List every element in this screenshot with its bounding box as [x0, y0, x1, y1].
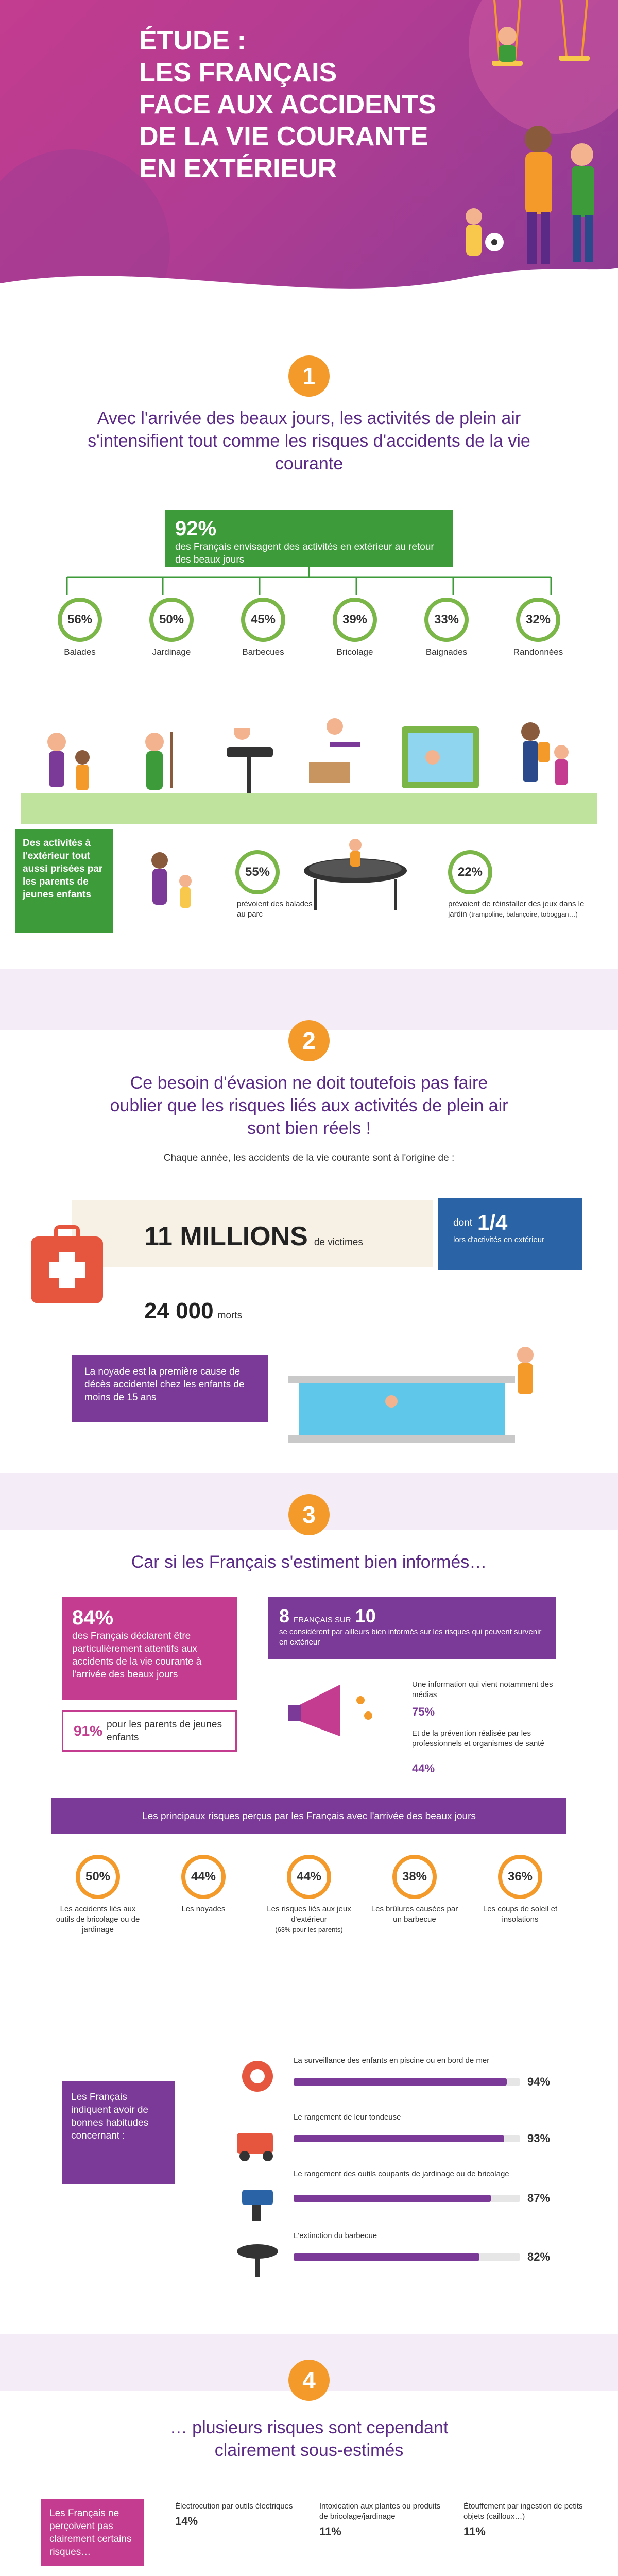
habit-pct: 94% — [527, 2075, 551, 2088]
habit-pct: 82% — [527, 2250, 551, 2263]
pool-illustration — [288, 1340, 577, 1453]
risk-stat — [368, 1855, 461, 1935]
pct-circle: 44% — [181, 1855, 226, 1899]
prevention-text: Et de la prévention réalisée par les professionnels et organismes de santé — [412, 1729, 544, 1748]
underestimated-risks — [175, 2501, 587, 2538]
section-title: Ce besoin d'évasion ne doit toutefois pas faire oublier que les risques liés aux activités de plein air sont bien réels ! — [110, 1073, 508, 1138]
underestimated-risk — [464, 2501, 587, 2538]
risk-label: Électrocution par outils électriques — [175, 2502, 293, 2511]
pct-circle: 56% — [58, 598, 102, 642]
hero-title-line: DE LA VIE COURANTE — [139, 122, 428, 151]
pct-circle: 38% — [392, 1855, 437, 1899]
habit-label: La surveillance des enfants en piscine ou en bord de mer — [294, 2056, 490, 2065]
attentive-pct: 84% — [72, 1606, 114, 1629]
hero-title-line: FACE AUX ACCIDENTS — [139, 90, 436, 120]
headline-text: des Français envisagent des activités en extérieur au retour des beaux jours — [175, 541, 434, 565]
pct-circle: 45% — [241, 598, 285, 642]
activity-stat — [316, 598, 393, 659]
quarter-label: lors d'activités en extérieur — [453, 1235, 545, 1244]
drowning-box — [72, 1355, 268, 1422]
underestimated-risk — [319, 2501, 443, 2538]
habit-label: L'extinction du barbecue — [294, 2231, 377, 2240]
parents-attentive-pct: 91% — [74, 1723, 103, 1739]
hero-title-line: ÉTUDE : — [139, 26, 246, 56]
parents-stat-label: prévoient des balades au parc — [237, 900, 313, 919]
parents-attentive-text: pour les parents de jeunes enfants — [107, 1719, 222, 1743]
informed-ratio — [279, 1605, 545, 1627]
quarter-value: 1/4 — [477, 1210, 508, 1234]
parents-illustration — [129, 829, 592, 938]
habit-label: Le rangement des outils coupants de jardinage ou de bricolage — [294, 2170, 509, 2178]
activity-label: Baignades — [425, 647, 468, 657]
section-number-badge: 4 — [288, 2360, 330, 2401]
risk-label: Les risques liés aux jeux d'extérieur — [267, 1905, 351, 1924]
ratio-b: 10 — [355, 1605, 376, 1626]
risk-pct: 11% — [464, 2525, 486, 2538]
parents-attentive-box — [62, 1710, 237, 1752]
risk-stat — [52, 1855, 144, 1935]
risk-sub: (63% pour les parents) — [275, 1926, 343, 1934]
habit-row — [294, 2112, 561, 2164]
media-pct: 75% — [412, 1705, 435, 1718]
ratio-a: 8 — [279, 1605, 290, 1626]
section-number-badge: 3 — [288, 1494, 330, 1535]
parents-stat-label-wrap — [448, 899, 603, 920]
connector-lines — [62, 567, 556, 598]
risk-label: Intoxication aux plantes ou produits de bricolage/jardinage — [319, 2502, 441, 2521]
parents-stat — [448, 850, 510, 894]
parents-stat — [227, 850, 288, 894]
activity-label: Barbecues — [242, 647, 284, 657]
pct-circle: 33% — [424, 598, 469, 642]
underestimated-text: Les Français ne perçoivent pas clairement certains risques… — [49, 2508, 132, 2557]
ratio-mid: FRANÇAIS SUR — [294, 1616, 351, 1624]
habit-row — [294, 2231, 561, 2282]
underestimated-box — [41, 2499, 144, 2566]
risk-label: Les brûlures causées par un barbecue — [371, 1905, 458, 1924]
pct-circle: 50% — [76, 1855, 120, 1899]
activity-stat — [225, 598, 302, 659]
quarter-row — [453, 1210, 566, 1235]
prevention-pct: 44% — [412, 1762, 435, 1775]
informed-text: se considèrent par ailleurs bien informés sur les risques qui peuvent survenir en extérieur — [279, 1628, 542, 1647]
habit-bar — [294, 2253, 479, 2261]
habit-bar — [294, 2078, 507, 2086]
hero-title-line: LES FRANÇAIS — [139, 58, 337, 88]
risk-label: Les noyades — [181, 1905, 226, 1913]
habit-bar — [294, 2135, 504, 2142]
parents-stat-label: prévoient de réinstaller des jeux dans le jardin — [448, 900, 585, 919]
pct-circle: 50% — [149, 598, 194, 642]
media-text: Une information qui vient notamment des médias — [412, 1680, 553, 1699]
section-title: Avec l'arrivée des beaux jours, les activités de plein air s'intensifient tout comme les risques d'accidents de la vie courante — [88, 409, 530, 473]
hero-title — [139, 25, 436, 184]
pct-circle: 55% — [235, 850, 280, 894]
habit-bar — [294, 2195, 491, 2202]
risks-banner-text: Les principaux risques perçus par les Français avec l'arrivée des beaux jours — [142, 1810, 476, 1822]
victims-number: 11 MILLIONS — [144, 1222, 308, 1251]
habits-box — [62, 2081, 175, 2184]
pct-circle: 36% — [498, 1855, 542, 1899]
section-title: … plusieurs risques sont cependant clairement sous-estimés — [169, 2418, 449, 2460]
risk-label: Les accidents liés aux outils de bricolage ou de jardinage — [56, 1905, 140, 1934]
section-number-badge: 2 — [288, 1020, 330, 1061]
deaths-label: morts — [217, 1310, 243, 1321]
activity-stat — [408, 598, 485, 659]
activity-stats-row — [41, 598, 577, 659]
quarter-box — [438, 1198, 582, 1270]
parents-box-text: Des activités à l'extérieur tout aussi prisées par les parents de jeunes enfants — [23, 838, 103, 900]
informed-box — [268, 1597, 556, 1659]
activity-label: Balades — [64, 647, 96, 657]
risk-pct: 14% — [175, 2515, 198, 2528]
parents-box — [15, 829, 113, 933]
attentive-box — [62, 1597, 237, 1700]
risk-stat — [474, 1855, 566, 1935]
activity-stat — [41, 598, 118, 659]
activity-label: Bricolage — [336, 647, 373, 657]
activity-label: Jardinage — [152, 647, 191, 657]
risk-stat — [157, 1855, 250, 1935]
risk-stat — [263, 1855, 355, 1935]
quarter-prefix: dont — [453, 1217, 472, 1228]
victims-label: de victimes — [314, 1237, 363, 1248]
section-intro: Chaque année, les accidents de la vie courante sont à l'origine de : — [163, 1153, 455, 1163]
habit-row — [294, 2056, 561, 2107]
habit-row — [294, 2169, 561, 2226]
habit-label: Le rangement de leur tondeuse — [294, 2113, 401, 2122]
parents-stat-sub: (trampoline, balançoire, toboggan…) — [469, 910, 578, 918]
headline-pct: 92% — [175, 517, 217, 540]
risks-banner — [52, 1798, 566, 1834]
first-aid-icon — [31, 1236, 103, 1303]
pct-circle: 39% — [333, 598, 377, 642]
habits-box-text: Les Français indiquent avoir de bonnes habitudes concernant : — [71, 2092, 149, 2141]
habit-pct: 93% — [527, 2132, 551, 2145]
section-number-badge: 1 — [288, 355, 330, 397]
risk-pct: 11% — [319, 2525, 341, 2538]
hero-wave — [0, 258, 618, 299]
megaphone-illustration — [278, 1669, 391, 1752]
risk-label: Les coups de soleil et insolations — [483, 1905, 558, 1924]
hero-title-line: EN EXTÉRIEUR — [139, 154, 337, 183]
habit-pct: 87% — [527, 2192, 551, 2205]
headline-stat-box — [165, 510, 453, 567]
risk-label: Étouffement par ingestion de petits objets (cailloux…) — [464, 2502, 583, 2521]
pct-circle: 32% — [516, 598, 560, 642]
hero-banner — [0, 0, 618, 299]
perceived-risks-row — [52, 1855, 566, 1935]
activities-illustration — [21, 670, 597, 824]
pct-circle: 22% — [448, 850, 492, 894]
underestimated-risk — [175, 2501, 299, 2538]
pct-circle: 44% — [287, 1855, 331, 1899]
attentive-text: des Français déclarent être particulièrement attentifs aux accidents de la vie courante à l'arrivée des beaux jours — [72, 1631, 202, 1680]
deaths-number: 24 000 — [144, 1298, 214, 1324]
section-title: Car si les Français s'estiment bien informés… — [131, 1552, 487, 1572]
deaths-stat — [144, 1298, 242, 1324]
activity-label: Randonnées — [513, 647, 563, 657]
activity-stat — [133, 598, 210, 659]
habits-icons — [227, 2056, 288, 2282]
activity-stat — [500, 598, 577, 659]
drowning-text: La noyade est la première cause de décès accidentel chez les enfants de moins de 15 ans — [84, 1366, 245, 1403]
habits-list — [294, 2056, 561, 2282]
victims-stat — [144, 1221, 363, 1252]
